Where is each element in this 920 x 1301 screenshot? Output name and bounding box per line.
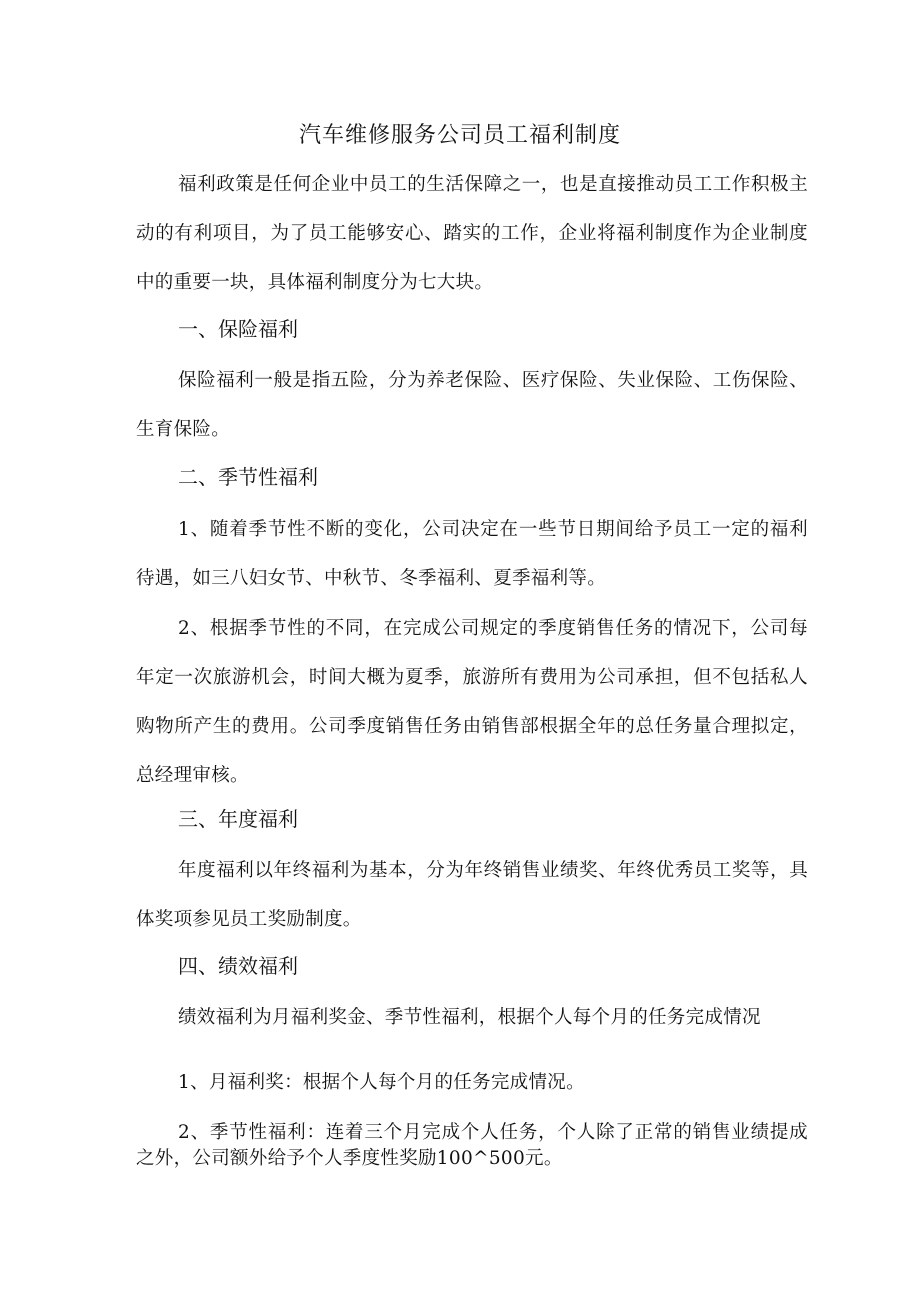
- intro-paragraph: 福利政策是任何企业中员工的生活保障之一，也是直接推动员工工作积极主动的有利项目，为了员工能够安心、踏实的工作，企业将福利制度作为企业制度中的重要一块，具体福利制度分为七大块。: [136, 174, 808, 293]
- section-heading-insurance: 一、保险福利: [178, 317, 298, 341]
- paragraph-seasonal-2: 2、根据季节性的不同，在完成公司规定的季度销售任务的情况下，公司每年定一次旅游机会，时间大概为夏季，旅游所有费用为公司承担，但不包括私人购物所产生的费用。公司季度销售任务由销售部根据全年的总任务量合理拟定，总经理审核。: [136, 618, 808, 786]
- section-heading-performance: 四、绩效福利: [178, 954, 298, 978]
- paragraph-performance: 绩效福利为月福利奖金、季节性福利，根据个人每个月的任务完成情况: [178, 1007, 761, 1028]
- paragraph-insurance: 保险福利一般是指五险，分为养老保险、医疗保险、失业保险、工伤保险、生育保险。: [136, 370, 808, 440]
- paragraph-annual: 年度福利以年终福利为基本，分为年终销售业绩奖、年终优秀员工奖等，具体奖项参见员工奖励制度。: [136, 860, 808, 930]
- paragraph-monthly-bonus: 1、月福利奖：根据个人每个月的任务完成情况。: [178, 1072, 585, 1093]
- paragraph-seasonal-1: 1、随着季节性不断的变化，公司决定在一些节日期间给予员工一定的福利待遇，如三八妇女节、中秋节、冬季福利、夏季福利等。: [136, 519, 808, 589]
- document-title: 汽车维修服务公司员工福利制度: [298, 123, 621, 148]
- paragraph-seasonal-bonus: 2、季节性福利：连着三个月完成个人任务，个人除了正常的销售业绩提成之外，公司额外给予个人季度性奖励100^500元。: [136, 1122, 808, 1169]
- section-heading-annual: 三、年度福利: [178, 807, 298, 831]
- section-heading-seasonal: 二、季节性福利: [178, 465, 318, 489]
